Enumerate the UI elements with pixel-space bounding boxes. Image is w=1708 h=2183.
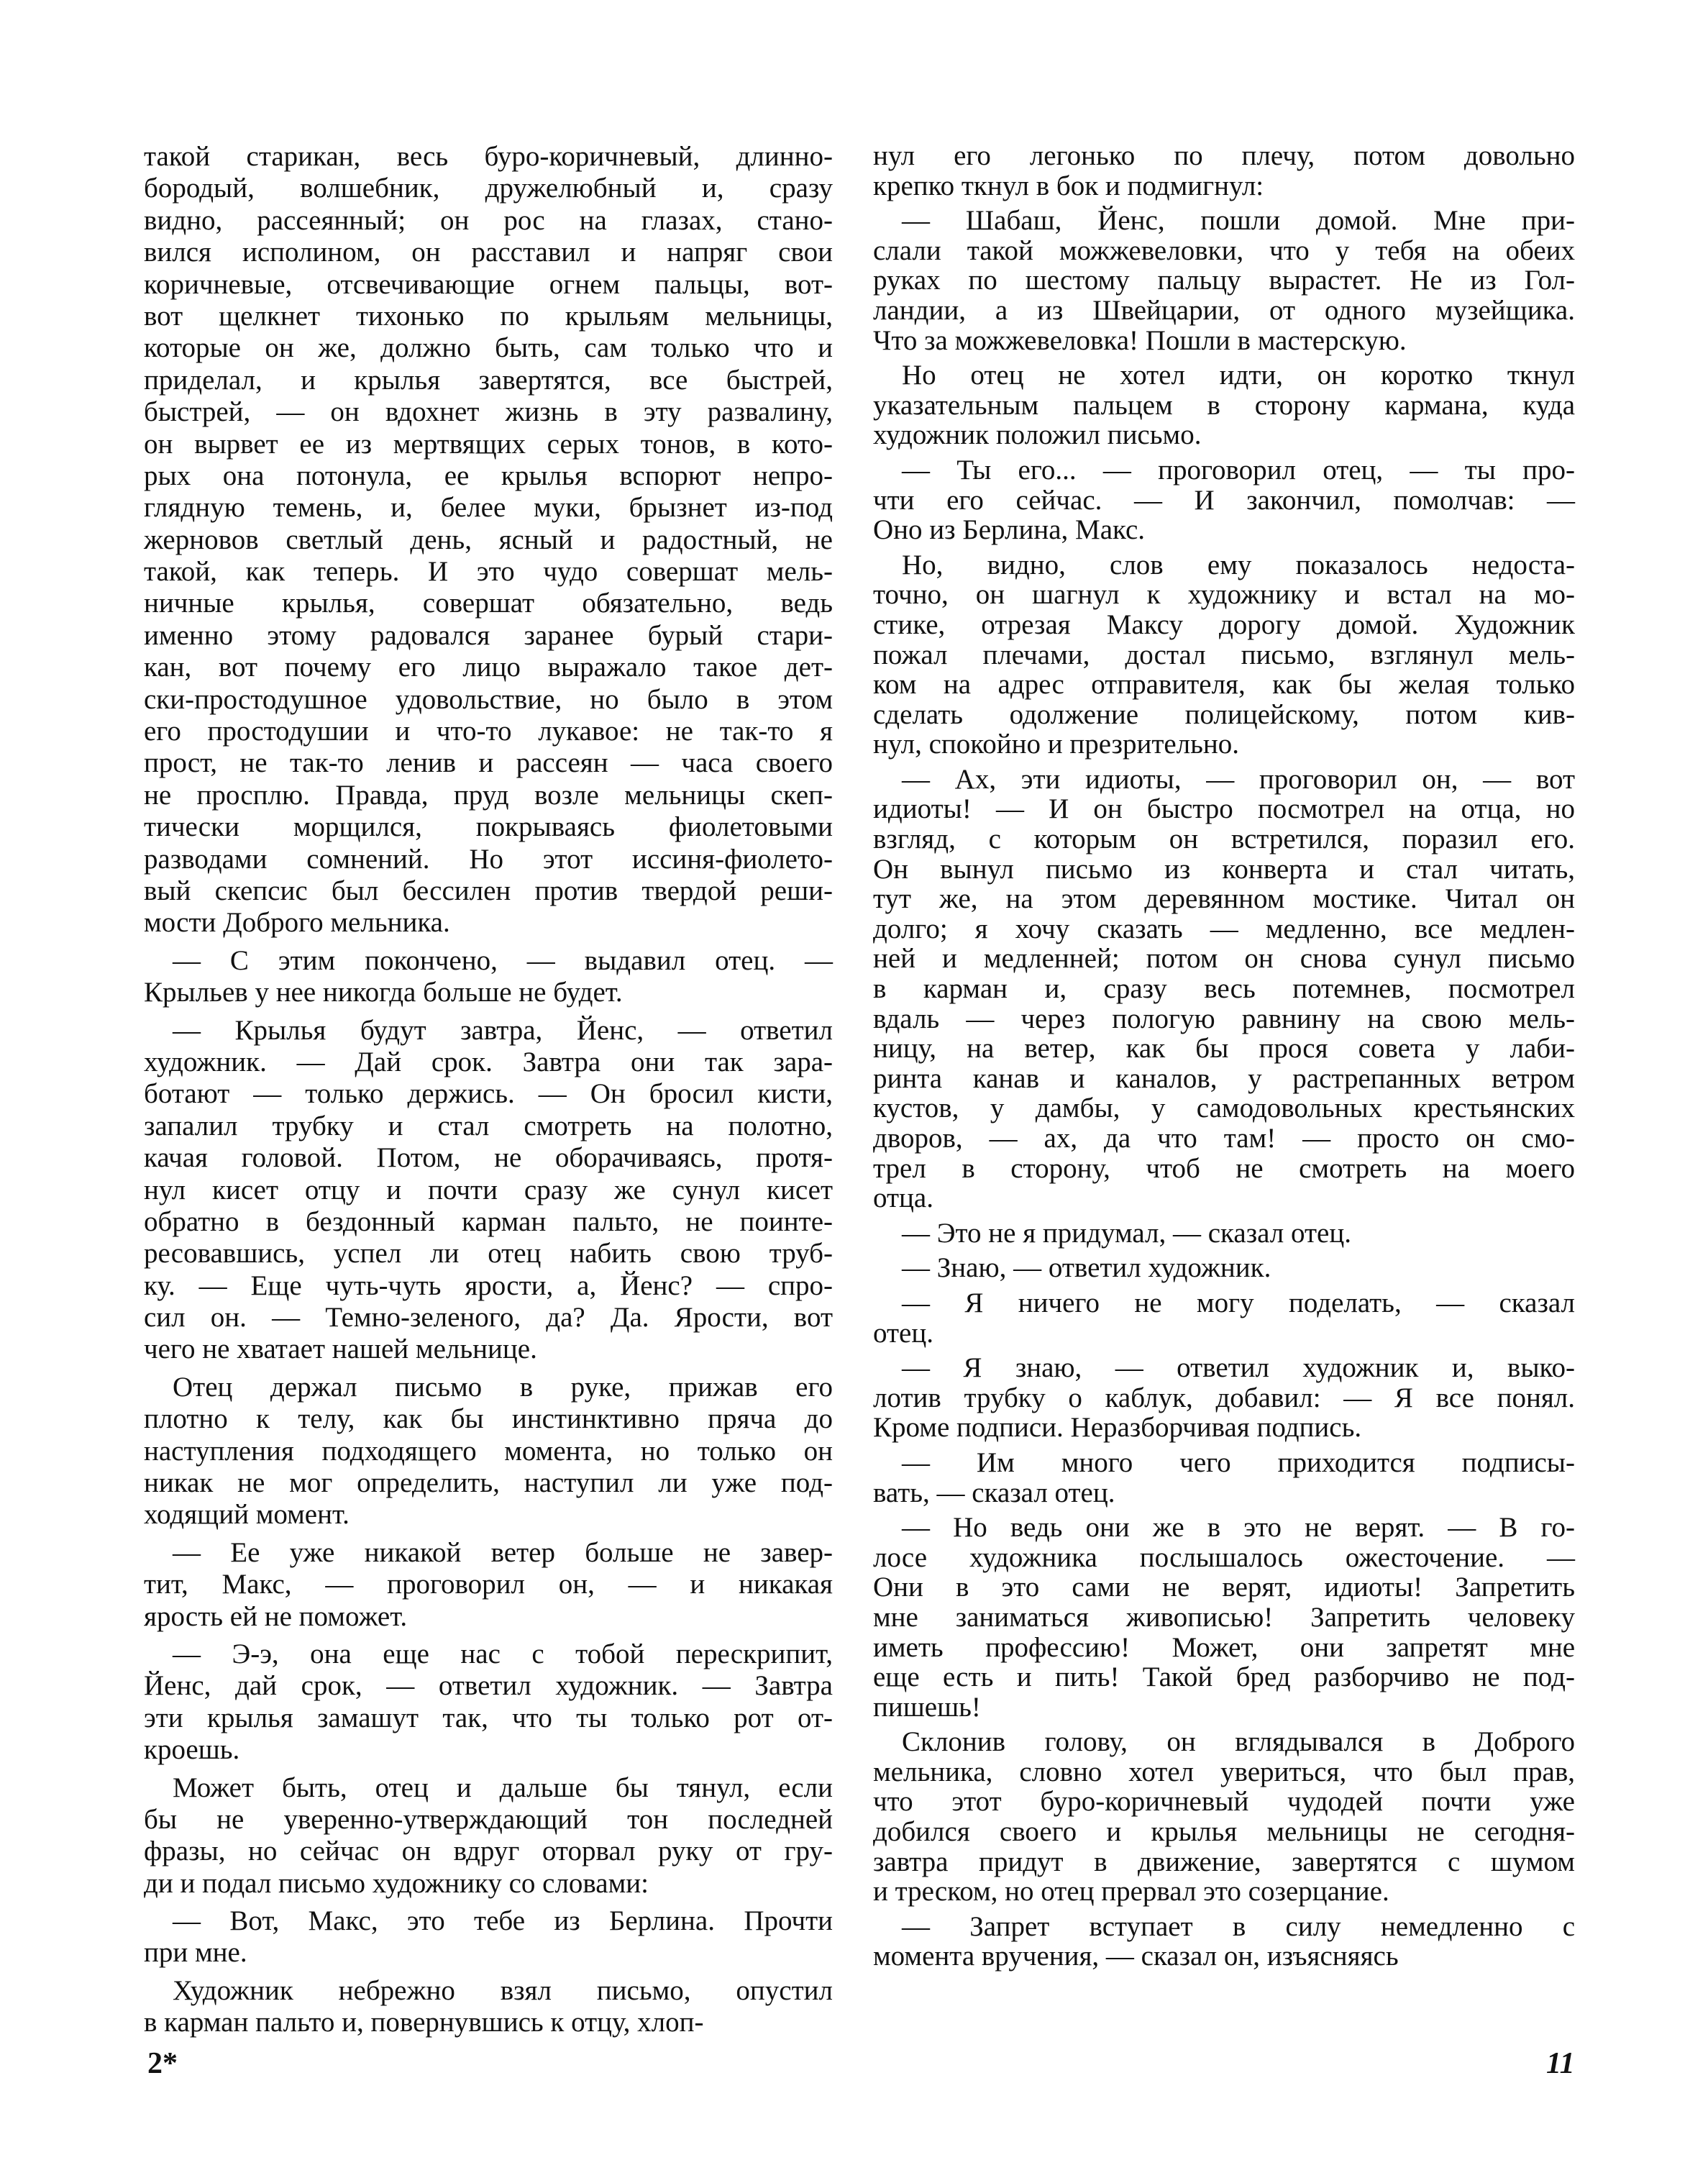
paragraph [873, 1912, 1575, 1972]
paragraph [144, 1537, 833, 1633]
text-line: лосе художника послышалось ожесточение. — [873, 1541, 1575, 1573]
paragraph [873, 1513, 1575, 1722]
text-line: взгляд, с которым он встретился, поразил его. [873, 824, 1575, 855]
text-line: нул его легонько по плечу, потом довольно [873, 140, 1575, 171]
text-line: Йенс, дай срок, — ответил художник. — Завтра [144, 1670, 833, 1702]
text-line: в карман и, сразу весь потемнев, посмотрел [873, 973, 1575, 1005]
text-line: вать, — сказал отец. [873, 1477, 1115, 1508]
text-line: рых она потонула, ее крылья вспорют непро- [144, 460, 833, 491]
text-line: коричневые, отсвечивающие огнем пальцы, вот- [144, 268, 833, 300]
text-line: — Я знаю, — ответил художник и, выко- [902, 1352, 1575, 1384]
text-line: тит, Макс, — проговорил он, — и никакая [144, 1569, 833, 1600]
paragraph [873, 206, 1575, 355]
text-line: момента вручения, — сказал он, изъясняясь [873, 1941, 1399, 1972]
text-line: фразы, но сейчас он вдруг оторвал руку от гру- [144, 1836, 833, 1867]
text-line: видно, рассеянный; он рос на глазах, стано- [144, 204, 833, 236]
text-line: — Вот, Макс, это тебе из Берлина. Прочти [173, 1905, 833, 1937]
text-line: именно этому радовался заранее бурый стари- [144, 619, 833, 651]
text-line: и треском, но отец прервал это созерцание. [873, 1876, 1389, 1908]
text-column-right [873, 141, 1575, 1972]
text-line: бородый, волшебник, дружелюбный и, сразу [144, 173, 833, 204]
text-line: — Запрет вступает в силу немедленно с [902, 1910, 1575, 1942]
text-line: Отец держал письмо в руке, прижав его [173, 1371, 833, 1403]
text-line: глядную темень, и, белее муки, брызнет из-под [144, 492, 833, 524]
text-line: качая головой. Потом, не оборачиваясь, протя- [144, 1142, 833, 1174]
text-line: кроешь. [144, 1734, 240, 1766]
text-line: руках по шестому пальцу вырастет. Не из Гол- [873, 265, 1575, 296]
text-line: тут же, на этом деревянном мостике. Читал он [873, 883, 1575, 915]
text-line: мости Доброго мельника. [144, 907, 450, 939]
text-line: ничные крылья, совершат обязательно, ведь [144, 588, 833, 619]
text-line: — Шабаш, Йенс, пошли домой. Мне при- [902, 205, 1575, 237]
text-line: указательным пальцем в сторону кармана, куда [873, 389, 1575, 421]
text-line: в карман пальто и, повернувшись к отцу, хлоп- [144, 2007, 704, 2038]
text-line: ресовавшись, успел ли отец набить свою труб- [144, 1238, 833, 1270]
text-line: ком на адрес отправителя, как бы желая только [873, 669, 1575, 701]
text-line: при мне. [144, 1937, 247, 1969]
text-line: вился исполином, он расставил и напряг свои [144, 237, 833, 268]
text-line: ходящий момент. [144, 1499, 350, 1531]
text-line: пожал плечами, достал письмо, взглянул мель- [873, 639, 1575, 670]
text-line: Склонив голову, он вглядывался в Доброго [902, 1726, 1575, 1758]
text-line: сделать одолжение полицейскому, потом кив- [873, 698, 1575, 730]
text-line: отец. [873, 1317, 933, 1349]
paragraph [873, 1353, 1575, 1443]
text-line: ди и подал письмо художнику со словами: [144, 1867, 649, 1899]
text-line: ярость ей не поможет. [144, 1600, 408, 1632]
text-line: чти его сейчас. — И закончил, помолчав: — [873, 484, 1575, 516]
text-line: отца. [873, 1182, 933, 1214]
text-line: ней и медленней; потом он снова сунул письмо [873, 943, 1575, 975]
text-line: кан, вот почему его лицо выражало такое дет- [144, 652, 833, 683]
text-line: нул кисет отцу и почти сразу же сунул кисет [144, 1174, 833, 1206]
paragraph [144, 1372, 833, 1531]
text-line: ку. — Еще чуть-чуть ярости, а, Йенс? — спро- [144, 1270, 833, 1301]
text-line: вый скепсис был бессилен против твердой реши- [144, 875, 833, 906]
text-line: Кроме подписи. Неразборчивая подпись. [873, 1412, 1362, 1444]
text-line: — Я ничего не могу поделать, — сказал [902, 1287, 1575, 1318]
text-line: его простодушии и что-то лукавое: не так-то я [144, 716, 833, 747]
text-line: разводами сомнений. Но этот иссиня-фиолето- [144, 843, 833, 875]
paragraph [144, 1975, 833, 2039]
text-line: ски-простодушное удовольствие, но было в этом [144, 683, 833, 715]
text-line: Что за можжевеловка! Пошли в мастерскую. [873, 324, 1407, 356]
text-line: еще есть и пить! Такой бред разборчиво не под- [873, 1662, 1575, 1693]
paragraph [873, 1218, 1575, 1249]
text-line: не просплю. Правда, пруд возле мельницы скеп- [144, 779, 833, 811]
text-line: Они в это сами не верят, идиоты! Запретить [873, 1572, 1575, 1603]
text-line: идиоты! — И он быстро посмотрел на отца, но [873, 793, 1575, 825]
text-line: — Им много чего приходится подписы- [902, 1446, 1575, 1478]
text-line: мельника, словно хотел увериться, что был прав, [873, 1756, 1575, 1787]
paragraph [873, 1253, 1575, 1283]
text-line: Но отец не хотел идти, он коротко ткнул [902, 360, 1575, 391]
paragraph [144, 945, 833, 1009]
text-line: ландии, а из Швейцарии, от одного музейщика. [873, 294, 1575, 326]
text-line: быстрей, — он вдохнет жизнь в эту развалину, [144, 396, 833, 428]
paragraph [873, 1727, 1575, 1907]
text-line: — С этим покончено, — выдавил отец. — [173, 944, 833, 976]
text-line: — Это не я придумал, — сказал отец. [902, 1217, 1351, 1249]
text-line: лотив трубку о каблук, добавил: — Я все понял. [873, 1382, 1575, 1413]
text-line: трел в сторону, чтоб не смотреть на моего [873, 1152, 1575, 1184]
text-line: иметь профессию! Может, они запретят мне [873, 1631, 1575, 1663]
text-line: нул, спокойно и презрительно. [873, 729, 1240, 760]
text-line: приделал, и крылья завертятся, все быстрей, [144, 364, 833, 396]
text-line: — Знаю, — ответил художник. [902, 1252, 1271, 1284]
text-line: завтра придут в движение, завертятся с шумом [873, 1846, 1575, 1877]
text-line: — Но ведь они же в это не верят. — В го- [902, 1512, 1575, 1544]
text-line: добился своего и крылья мельницы не сегодня- [873, 1816, 1575, 1848]
text-line: тически морщился, покрываясь фиолетовыми [144, 811, 833, 843]
text-line: Но, видно, слов ему показалось недоста- [902, 549, 1575, 580]
text-line: запалил трубку и стал смотреть на полотно, [144, 1110, 833, 1141]
text-line: художник положил письмо. [873, 419, 1202, 451]
text-line: Он вынул письмо из конверта и стал читать, [873, 853, 1575, 885]
text-line: Художник небрежно взял письмо, опустил [173, 1974, 833, 2006]
text-line: такой, как теперь. И это чудо совершат мель- [144, 556, 833, 588]
text-line: — Крылья будут завтра, Йенс, — ответил [173, 1014, 833, 1046]
paragraph [144, 1015, 833, 1366]
paragraph [873, 455, 1575, 545]
text-line: дворов, — ах, да что там! — просто он смо- [873, 1123, 1575, 1154]
text-line: ницу, на ветер, как бы прося совета у лаби- [873, 1033, 1575, 1065]
paragraph [873, 1448, 1575, 1508]
text-line: — Э-э, она еще нас с тобой перескрипит, [173, 1638, 833, 1669]
text-line: художник. — Дай срок. Завтра они так зара- [144, 1046, 833, 1077]
text-line: вдаль — через пологую равнину на свою мель- [873, 1003, 1575, 1034]
paragraph [873, 550, 1575, 760]
text-line: чего не хватает нашей мельнице. [144, 1334, 537, 1365]
text-line: Крыльев у нее никогда больше не будет. [144, 977, 623, 1008]
text-line: долго; я хочу сказать — медленно, все медлен- [873, 913, 1575, 944]
text-line: слали такой можжевеловки, что у тебя на обеих [873, 234, 1575, 266]
text-line: — Ах, эти идиоты, — проговорил он, — вот [902, 763, 1575, 795]
paragraph [144, 1639, 833, 1767]
text-line: такой старикан, весь буро-коричневый, длинно- [144, 141, 833, 172]
paragraph [144, 1905, 833, 1969]
text-line: точно, он шагнул к художнику и встал на мо- [873, 579, 1575, 611]
paragraph [144, 1772, 833, 1900]
text-line: плотно к телу, как бы инстинктивно пряча до [144, 1403, 833, 1435]
text-line: прост, не так-то ленив и рассеян — часа своего [144, 747, 833, 779]
paragraph [144, 141, 833, 939]
text-line: бы не уверенно-утверждающий тон последней [144, 1803, 833, 1835]
text-line: — Ты его... — проговорил отец, — ты про- [902, 454, 1575, 486]
text-line: стике, отрезая Максу дорогу домой. Художник [873, 609, 1575, 640]
text-line: ботают — только держись. — Он бросил кисти, [144, 1078, 833, 1110]
text-line: ринта канав и каналов, у растрепанных ветром [873, 1062, 1575, 1094]
paragraph [873, 141, 1575, 201]
text-line: наступления подходящего момента, но только он [144, 1435, 833, 1467]
text-line: кустов, у дамбы, у самодовольных крестьянских [873, 1093, 1575, 1124]
text-line: которые он же, должно быть, сам только что и [144, 332, 833, 364]
text-line: Может быть, отец и дальше бы тянул, если [173, 1772, 833, 1803]
text-line: никак не мог определить, наступил ли уже под- [144, 1467, 833, 1499]
text-line: мне заниматься живописью! Запретить человеку [873, 1601, 1575, 1633]
text-column-left [144, 141, 833, 2039]
printer-signature-mark: 2* [147, 2047, 178, 2080]
text-line: он вырвет ее из мертвящих серых тонов, в кото- [144, 428, 833, 460]
text-line: вот щелкнет тихонько по крыльям мельницы, [144, 300, 833, 332]
paragraph [873, 360, 1575, 450]
paragraph [873, 765, 1575, 1213]
text-line: жерновов светлый день, ясный и радостный, не [144, 524, 833, 555]
text-line: крепко ткнул в бок и подмигнул: [873, 170, 1264, 201]
page-number: 11 [1546, 2047, 1575, 2080]
text-line: пишешь! [873, 1691, 981, 1723]
text-line: что этот буро-коричневый чудодей почти уже [873, 1786, 1575, 1818]
text-line: — Ее уже никакой ветер больше не завер- [173, 1536, 833, 1568]
text-line: Оно из Берлина, Макс. [873, 514, 1146, 546]
text-line: обратно в бездонный карман пальто, не поинте- [144, 1206, 833, 1237]
paragraph [873, 1288, 1575, 1348]
text-line: сил он. — Темно-зеленого, да? Да. Ярости, вот [144, 1302, 833, 1334]
text-line: эти крылья замашут так, что ты только рот от- [144, 1702, 833, 1733]
